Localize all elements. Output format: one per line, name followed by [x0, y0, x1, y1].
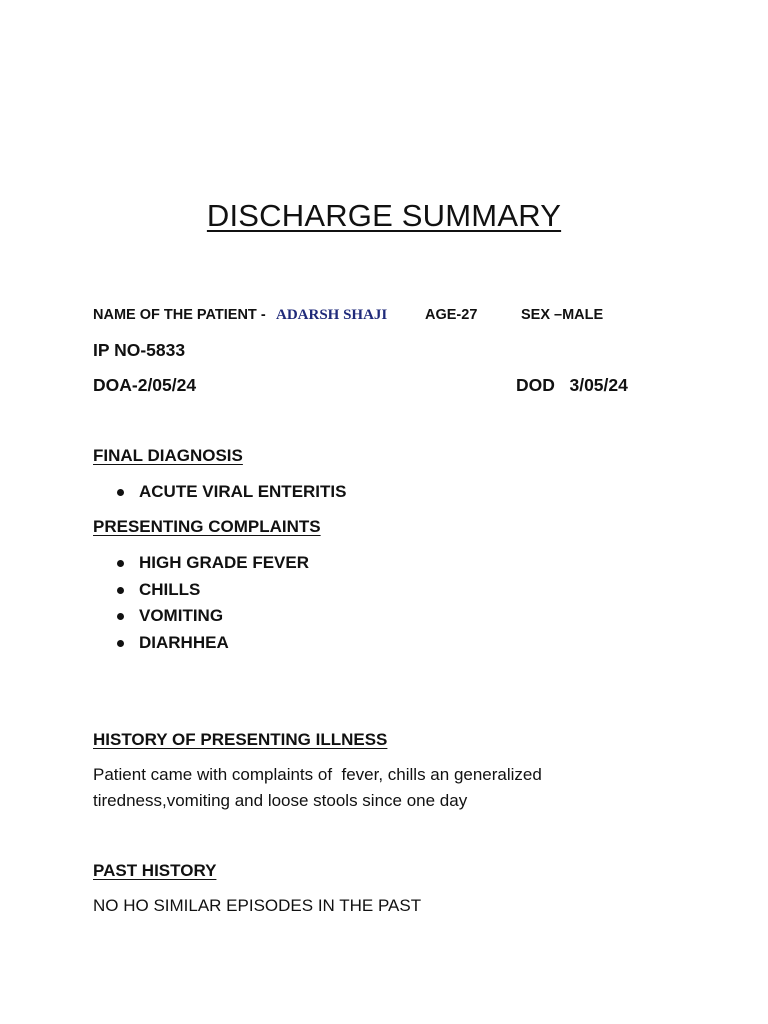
presenting-complaints-list — [93, 550, 309, 656]
bullet-icon — [117, 587, 124, 594]
document-title: DISCHARGE SUMMARY — [206, 198, 562, 233]
list-item — [93, 479, 346, 506]
history-presenting-illness-text — [93, 762, 653, 814]
past-history-text: NO HO SIMILAR EPISODES IN THE PAST — [93, 896, 422, 915]
past-history-heading: PAST HISTORY — [93, 861, 217, 880]
list-item — [93, 630, 309, 657]
presenting-complaints-heading: PRESENTING COMPLAINTS — [93, 517, 321, 536]
date-of-admission: DOA-2/05/24 — [93, 375, 197, 395]
bullet-icon — [117, 640, 124, 647]
final-diagnosis-heading: FINAL DIAGNOSIS — [93, 446, 243, 465]
list-item — [93, 577, 309, 604]
bullet-icon — [117, 489, 124, 496]
complaint-text: DIARHHEA — [139, 632, 229, 652]
complaint-text: HIGH GRADE FEVER — [139, 553, 310, 572]
date-of-discharge: DOD 3/05/24 — [516, 375, 628, 395]
final-diagnosis-list — [93, 479, 346, 506]
bullet-icon — [117, 613, 124, 620]
patient-name-label: NAME OF THE PATIENT - — [93, 307, 266, 323]
history-line: tiredness,vomiting and loose stools since one day — [93, 791, 468, 810]
patient-name-value: ADARSH SHAJI — [276, 307, 388, 323]
list-item — [93, 550, 309, 577]
complaint-text: VOMITING — [139, 606, 224, 625]
history-presenting-illness-heading: HISTORY OF PRESENTING ILLNESS — [93, 730, 388, 749]
list-item — [93, 603, 309, 630]
complaint-text: CHILLS — [139, 579, 201, 599]
bullet-icon — [117, 560, 124, 567]
ip-number: IP NO-5833 — [93, 340, 186, 360]
history-line: Patient came with complaints of fever, chills an generalized — [93, 765, 542, 784]
diagnosis-text: ACUTE VIRAL ENTERITIS — [139, 482, 347, 501]
patient-age: AGE-27 — [425, 307, 478, 323]
patient-sex: SEX –MALE — [521, 307, 604, 323]
